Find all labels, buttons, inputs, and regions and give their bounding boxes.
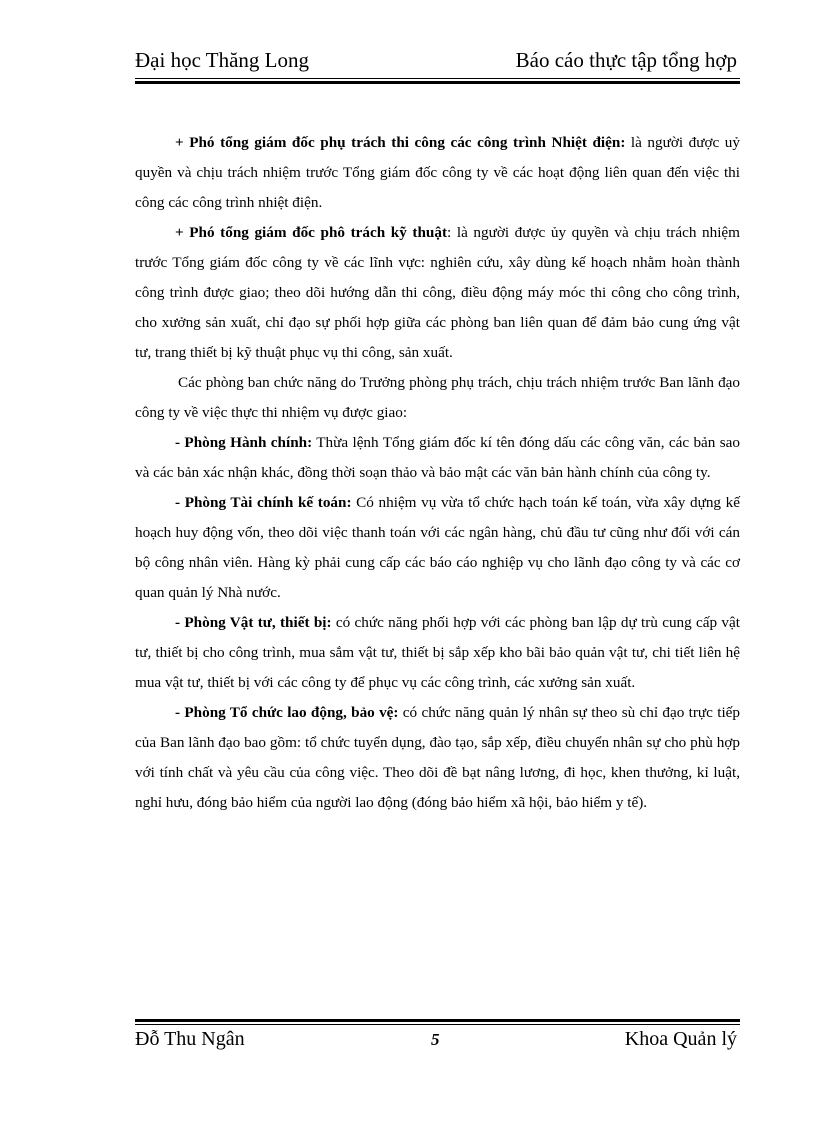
- paragraph-6: [135, 608, 740, 698]
- paragraph-4: [135, 428, 740, 488]
- paragraph-1: [135, 128, 740, 218]
- header-university: Đại học Thăng Long: [135, 48, 309, 72]
- footer-author: Đỗ Thu Ngân: [135, 1028, 245, 1050]
- paragraph-6-text: có chức năng phối hợp với các phòng ban lập dự trù cung cấp vật tư, thiết bị cho công trình, mua sắm vật tư, thiết bị sắp xếp kho bãi bảo quản vật tư, chi tiết liên hệ mua vật tư, thiết bị với các công ty để phục vụ các công trình, các xưởng sản xuất.: [135, 614, 740, 691]
- footer-rule-thin: [135, 1024, 740, 1025]
- paragraph-5-text: Có nhiệm vụ vừa tổ chức hạch toán kế toán, vừa xây dựng kế hoạch huy động vốn, theo dõi việc thanh toán với các ngân hàng, chủ đầu tư cũng như đối với cán bộ công nhân viên. Hàng kỳ phải cung cấp các báo cáo nghiệp vụ cho lãnh đạo công ty và các cơ quan quản lý Nhà nước.: [135, 494, 740, 601]
- paragraph-1-text: là người được uỷ quyền và chịu trách nhiệm trước Tổng giám đốc công ty về các hoạt động liên quan đến việc thi công các công trình nhiệt điện.: [135, 134, 740, 211]
- paragraph-2-text: : là người được ủy quyền và chịu trách nhiệm trước Tổng giám đốc công ty về các lĩnh vực: nghiên cứu, xây dùng kế hoạch nhằm hoàn thành công trình được giao; theo dõi hướng dẫn thi công, điều động máy móc thi công cho công trình, cho xưởng sản xuất, chỉ đạo sự phối hợp giữa các phòng ban liên quan để đảm bảo cung ứng vật tư, trang thiết bị kỹ thuật phục vụ thi công, sản xuất.: [135, 224, 740, 361]
- paragraph-5: [135, 488, 740, 608]
- paragraph-3-text: Các phòng ban chức năng do Trưởng phòng phụ trách, chịu trách nhiệm trước Ban lãnh đạo công ty về việc thực thi nhiệm vụ được giao:: [135, 374, 740, 421]
- page-number: 5: [431, 1030, 440, 1049]
- header-rule-thick: [135, 81, 740, 84]
- paragraph-4-lead: - Phòng Hành chính:: [175, 434, 313, 451]
- paragraph-1-lead: + Phó tổng giám đốc phụ trách thi công các công trình Nhiệt điện:: [175, 134, 626, 151]
- header-rule-thin: [135, 78, 740, 79]
- paragraph-5-lead: - Phòng Tài chính kế toán:: [175, 494, 352, 511]
- body-text: [135, 128, 740, 818]
- footer-department: Khoa Quản lý: [624, 1028, 737, 1050]
- page-footer: [135, 1028, 740, 1056]
- page-header: [135, 48, 740, 76]
- paragraph-4-text: Thừa lệnh Tổng giám đốc kí tên đóng dấu các công văn, các bản sao và các bản xác nhận khác, đồng thời soạn thảo và bảo mật các văn bản hành chính của công ty.: [135, 434, 740, 481]
- paragraph-7-text: có chức năng quản lý nhân sự theo sù chỉ đạo trực tiếp của Ban lãnh đạo bao gồm: tổ chức tuyển dụng, đào tạo, sắp xếp, điều chuyển nhân sự cho phù hợp với tính chất và yêu cầu của công việc. Theo dõi đề bạt nâng lương, đi học, khen thưởng, kỉ luật, nghỉ hưu, đóng bảo hiểm của người lao động (đóng bảo hiểm xã hội, bảo hiểm y tế).: [135, 704, 741, 811]
- paragraph-3: [135, 368, 740, 428]
- paragraph-6-lead: - Phòng Vật tư, thiết bị:: [175, 614, 332, 631]
- header-report-title: Báo cáo thực tập tổng hợp: [515, 48, 737, 72]
- paragraph-7-lead: - Phòng Tổ chức lao động, bảo vệ:: [175, 704, 399, 721]
- paragraph-7: [135, 698, 740, 818]
- paragraph-2-lead: + Phó tổng giám đốc phô trách kỹ thuật: [175, 224, 448, 241]
- footer-rule-thick: [135, 1019, 740, 1022]
- paragraph-2: [135, 218, 740, 368]
